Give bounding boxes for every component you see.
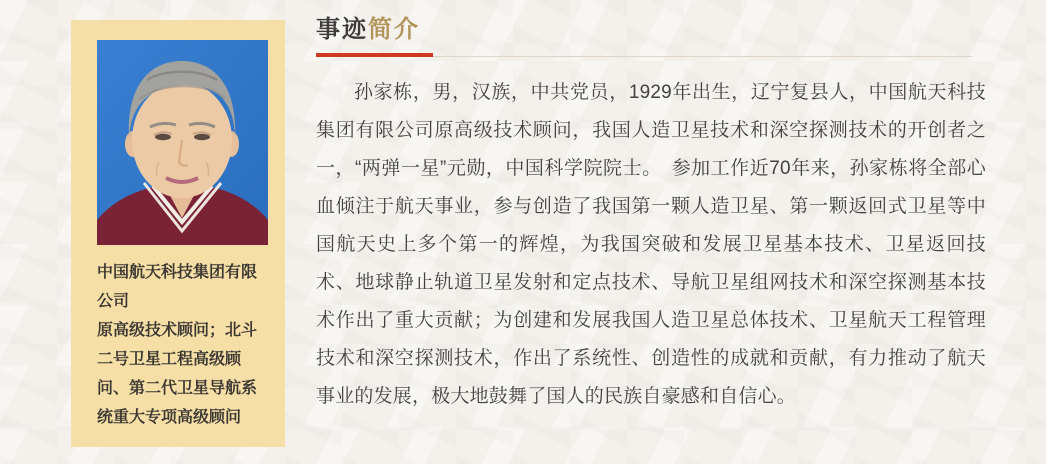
heading-primary: 事迹 xyxy=(316,16,368,43)
heading-underline-accent xyxy=(316,53,433,57)
profile-caption xyxy=(71,245,285,432)
heading-rule xyxy=(316,53,972,58)
job-title: 原高级技术顾问；北斗二号卫星工程高级顾问、第二代卫星导航系统重大专项高级顾问 xyxy=(97,322,258,426)
bio-paragraph: 孙家栋，男，汉族，中共党员，1929年出生，辽宁复县人，中国航天科技集团有限公司原高级技术顾问，我国人造卫星技术和深空探测技术的开创者之一，“两弹一星”元勋，中国科学院院士。 参加工作近70年来，孙家栋将全部心血倾注于航天事业，参与创造了我国第一颗人造卫星、第一颗返回式卫星等中国航天史上多个第一的辉煌，为我国突破和发展卫星基本技术、卫星返回技术、地球静止轨道卫星发射和定点技术、导航卫星组网技术和深空探测基本技术作出了重大贡献；为创建和发展我国人造卫星总体技术、卫星航天工程管理技术和深空探测技术，作出了系统性、创造性的成就和贡献，有力推动了航天事业的发展，极大地鼓舞了国人的民族自豪感和自信心。 xyxy=(316,82,986,407)
company-name: 中国航天科技集团有限公司 xyxy=(97,264,258,310)
heading-accent: 简介 xyxy=(368,16,420,43)
section-heading xyxy=(316,15,986,45)
biography-section xyxy=(316,15,986,435)
profile-card xyxy=(71,20,285,447)
profile-photo xyxy=(97,40,268,245)
